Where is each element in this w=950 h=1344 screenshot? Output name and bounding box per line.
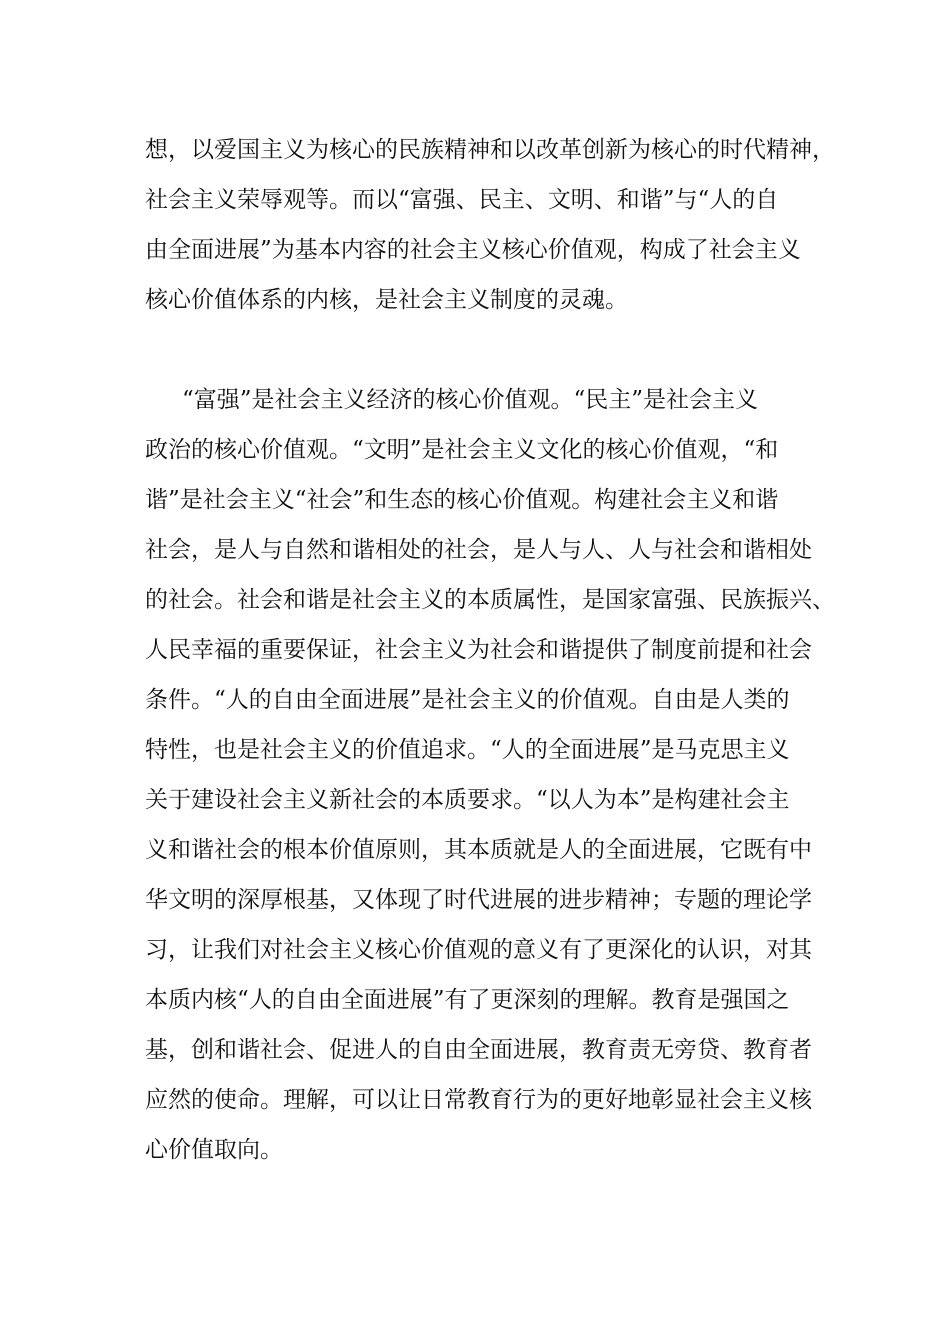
- text-line: 由全面进展”为基本内容的社会主义核心价值观，构成了社会主义: [145, 237, 801, 263]
- text-line: 谐”是社会主义“社会”和生态的核心价值观。构建社会主义和谐: [145, 487, 779, 513]
- text-line: 习，让我们对社会主义核心价值观的意义有了更深化的认识，对其: [145, 937, 812, 963]
- text-line: 华文明的深厚根基，又体现了时代进展的进步精神；专题的理论学: [145, 887, 812, 913]
- text-line: 本质内核“人的自由全面进展”有了更深刻的理解。教育是强国之: [145, 987, 790, 1013]
- text-line: 关于建设社会主义新社会的本质要求。“以人为本”是构建社会主: [145, 787, 790, 813]
- text-line: 想，以爱国主义为核心的民族精神和以改革创新为核心的时代精神，: [145, 137, 835, 163]
- text-line: 义和谐社会的根本价值原则，其本质就是人的全面进展，它既有中: [145, 837, 812, 863]
- text-line: 人民幸福的重要保证，社会主义为社会和谐提供了制度前提和社会: [145, 637, 812, 663]
- text-line: 特性，也是社会主义的价值追求。“人的全面进展”是马克思主义: [145, 737, 790, 763]
- text-line: “富强”是社会主义经济的核心价值观。“民主”是社会主义: [182, 387, 759, 413]
- text-line: 社会，是人与自然和谐相处的社会，是人与人、人与社会和谐相处: [145, 537, 812, 563]
- text-line: 条件。“人的自由全面进展”是社会主义的价值观。自由是人类的: [145, 687, 790, 713]
- text-line: 心价值取向。: [145, 1137, 283, 1163]
- text-line: 政治的核心价值观。“文明”是社会主义文化的核心价值观，“和: [145, 437, 779, 463]
- text-line: 的社会。社会和谐是社会主义的本质属性，是国家富强、民族振兴、: [145, 587, 835, 613]
- text-line: 社会主义荣辱观等。而以“富强、民主、文明、和谐”与“人的自: [145, 187, 779, 213]
- text-line: 应然的使命。理解，可以让日常教育行为的更好地彰显社会主义核: [145, 1087, 812, 1113]
- text-line: 基，创和谐社会、促进人的自由全面进展，教育责无旁贷、教育者: [145, 1037, 812, 1063]
- text-line: 核心价值体系的内核，是社会主义制度的灵魂。: [145, 287, 628, 313]
